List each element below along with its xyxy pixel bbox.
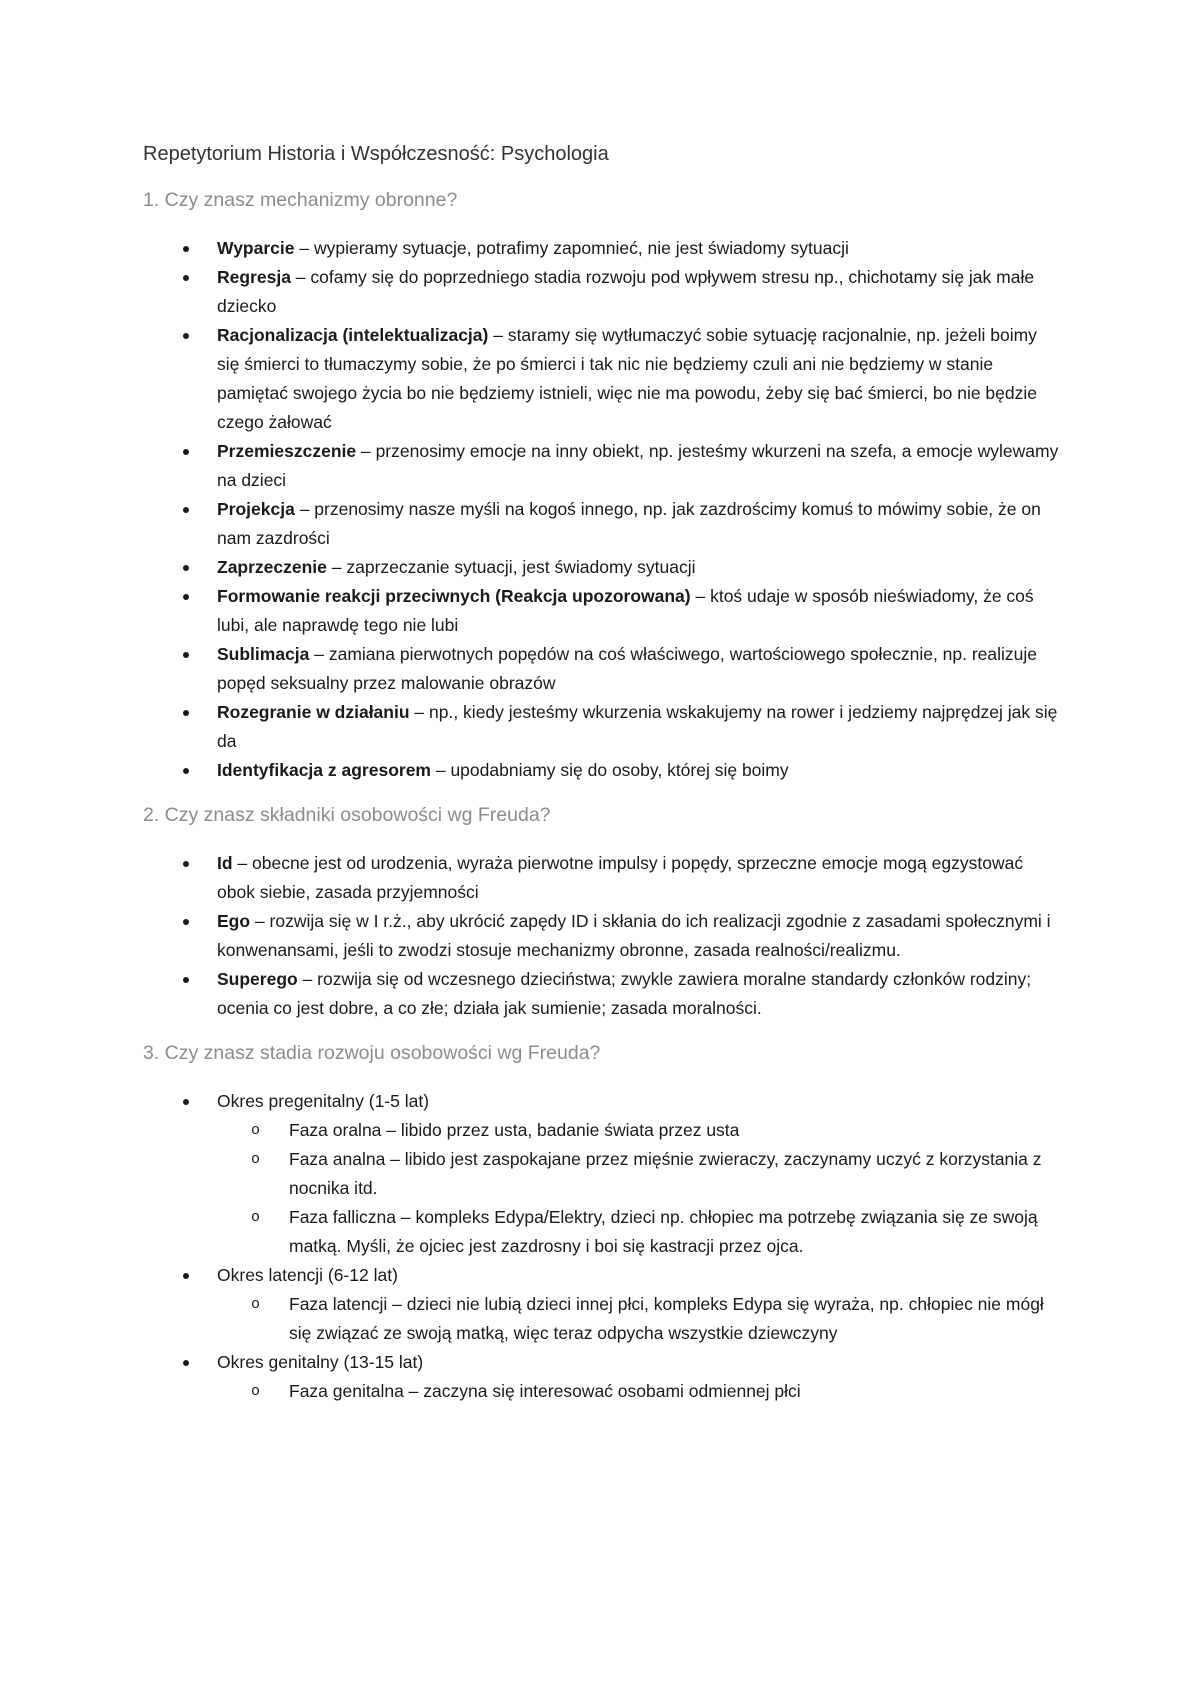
bullet-icon	[183, 1099, 189, 1105]
item-term: Rozegranie w działaniu	[217, 702, 410, 722]
item-term: Superego	[217, 969, 298, 989]
item-term: Identyfikacja z agresorem	[217, 760, 431, 780]
list-item	[143, 495, 1063, 553]
item-text: – obecne jest od urodzenia, wyraża pierwotne impulsy i popędy, sprzeczne emocje mogą egzystować obok siebie, zasada przyjemności	[217, 853, 1024, 902]
bullet-icon	[183, 507, 189, 513]
bullet-icon	[183, 710, 189, 716]
item-text: – cofamy się do poprzedniego stadia rozwoju pod wpływem stresu np., chichotamy się jak małe dziecko	[217, 267, 1035, 316]
sublist-item-text: Faza oralna – libido przez usta, badanie świata przez usta	[289, 1120, 740, 1140]
item-term: Przemieszczenie	[217, 441, 357, 461]
list-item	[143, 263, 1063, 321]
bullet-icon	[183, 594, 189, 600]
item-text: – przenosimy nasze myśli na kogoś innego, np. jak zazdrościmy komuś to mówimy sobie, że on nam zazdrości	[217, 499, 1041, 548]
circle-bullet-icon: o	[251, 1122, 261, 1139]
list-item	[143, 965, 1063, 1023]
item-text: – rozwija się w I r.ż., aby ukrócić zapędy ID i skłania do ich realizacji zgodnie z zasadami społecznymi i konwenansami, jeśli to zwodzi stosuje mechanizmy obronne, zasada realności/realizmu.	[217, 911, 1051, 960]
list-item	[143, 321, 1063, 437]
sublist-item	[143, 1116, 1063, 1145]
item-text: – upodabniamy się do osoby, której się boimy	[430, 760, 789, 780]
bullet-icon	[183, 565, 189, 571]
item-term: Formowanie reakcji przeciwnych (Reakcja upozorowana)	[217, 586, 691, 606]
sublist-item	[143, 1290, 1063, 1348]
circle-bullet-icon: o	[251, 1209, 261, 1226]
sublist-item-text: Faza genitalna – zaczyna się interesować osobami odmiennej płci	[289, 1381, 801, 1401]
document-title: Repetytorium Historia i Współczesność: Psychologia	[143, 143, 609, 165]
stage-label: Okres latencji (6-12 lat)	[217, 1265, 398, 1285]
sublist	[143, 1116, 1063, 1261]
sublist	[143, 1290, 1063, 1348]
item-term: Ego	[217, 911, 251, 931]
list-item	[143, 849, 1063, 907]
list-item	[143, 234, 1063, 263]
bullet-icon	[183, 652, 189, 658]
item-term: Zaprzeczenie	[217, 557, 327, 577]
item-term: Wyparcie	[217, 238, 295, 258]
item-text: – zaprzeczanie sytuacji, jest świadomy sytuacji	[326, 557, 696, 577]
circle-bullet-icon: o	[251, 1151, 261, 1168]
bullet-icon	[183, 275, 189, 281]
bullet-icon	[183, 1273, 189, 1279]
item-text: – przenosimy emocje na inny obiekt, np. jesteśmy wkurzeni na szefa, a emocje wylewamy na dzieci	[217, 441, 1059, 490]
bullet-icon	[183, 449, 189, 455]
section-heading-development-stages: 3. Czy znasz stadia rozwoju osobowości wg Freuda?	[143, 1042, 601, 1064]
item-text: – np., kiedy jesteśmy wkurzenia wskakujemy na rower i jedziemy najprędzej jak się da	[217, 702, 1058, 751]
list-item	[143, 1261, 1063, 1348]
circle-bullet-icon: o	[251, 1296, 261, 1313]
bullet-icon	[183, 977, 189, 983]
sublist-item	[143, 1145, 1063, 1203]
item-term: Racjonalizacja (intelektualizacja)	[217, 325, 489, 345]
sublist-item	[143, 1203, 1063, 1261]
bullet-icon	[183, 1360, 189, 1366]
development-stages-list	[143, 1087, 1063, 1406]
stage-label: Okres pregenitalny (1-5 lat)	[217, 1091, 430, 1111]
bullet-icon	[183, 333, 189, 339]
bullet-icon	[183, 246, 189, 252]
list-item	[143, 640, 1063, 698]
item-term: Regresja	[217, 267, 291, 287]
list-item	[143, 907, 1063, 965]
sublist	[143, 1377, 1063, 1406]
item-term: Sublimacja	[217, 644, 310, 664]
list-item	[143, 698, 1063, 756]
list-item	[143, 437, 1063, 495]
item-text: – ktoś udaje w sposób nieświadomy, że coś lubi, ale naprawdę tego nie lubi	[217, 586, 1034, 635]
item-text: – rozwija się od wczesnego dzieciństwa; zwykle zawiera moralne standardy członków rodziny; ocenia co jest dobre, a co złe; działa jak sumienie; zasada moralności.	[217, 969, 1032, 1018]
section-heading-defense-mechanisms: 1. Czy znasz mechanizmy obronne?	[143, 189, 458, 211]
stage-label: Okres genitalny (13-15 lat)	[217, 1352, 424, 1372]
bullet-icon	[183, 768, 189, 774]
bullet-icon	[183, 861, 189, 867]
circle-bullet-icon: o	[251, 1383, 261, 1400]
sublist-item-text: Faza analna – libido jest zaspokajane przez mięśnie zwieraczy, zaczynamy uczyć z korzystania z nocnika itd.	[289, 1149, 1042, 1198]
personality-components-list	[143, 849, 1063, 1023]
list-item	[143, 1087, 1063, 1261]
document-page	[143, 140, 1063, 1422]
sublist-item-text: Faza falliczna – kompleks Edypa/Elektry, dzieci np. chłopiec ma potrzebę związania się ze swoją matką. Myśli, że ojciec jest zazdrosny i boi się kastracji przez ojca.	[289, 1207, 1038, 1256]
sublist-item-text: Faza latencji – dzieci nie lubią dzieci innej płci, kompleks Edypa się wyraża, np. chłopiec nie mógł się związać ze swoją matką, więc teraz odpycha wszystkie dziewczyny	[289, 1294, 1044, 1343]
sublist-item	[143, 1377, 1063, 1406]
list-item	[143, 756, 1063, 785]
item-text: – zamiana pierwotnych popędów na coś właściwego, wartościowego społecznie, np. realizuje popęd seksualny przez malowanie obrazów	[217, 644, 1038, 693]
bullet-icon	[183, 919, 189, 925]
item-text: – staramy się wytłumaczyć sobie sytuację racjonalnie, np. jeżeli boimy się śmierci to tłumaczymy sobie, że po śmierci i tak nic nie będziemy czuli ani nie będziemy w stanie pamiętać swojego życia bo nie będziemy istnieli, więc nie ma powodu, żeby się bać śmierci, bo nie będzie czego żałować	[217, 325, 1037, 432]
item-text: – wypieramy sytuacje, potrafimy zapomnieć, nie jest świadomy sytuacji	[294, 238, 849, 258]
list-item	[143, 553, 1063, 582]
item-term: Id	[217, 853, 233, 873]
list-item	[143, 1348, 1063, 1406]
item-term: Projekcja	[217, 499, 295, 519]
list-item	[143, 582, 1063, 640]
defense-mechanisms-list	[143, 234, 1063, 785]
section-heading-personality-components: 2. Czy znasz składniki osobowości wg Freuda?	[143, 804, 551, 826]
